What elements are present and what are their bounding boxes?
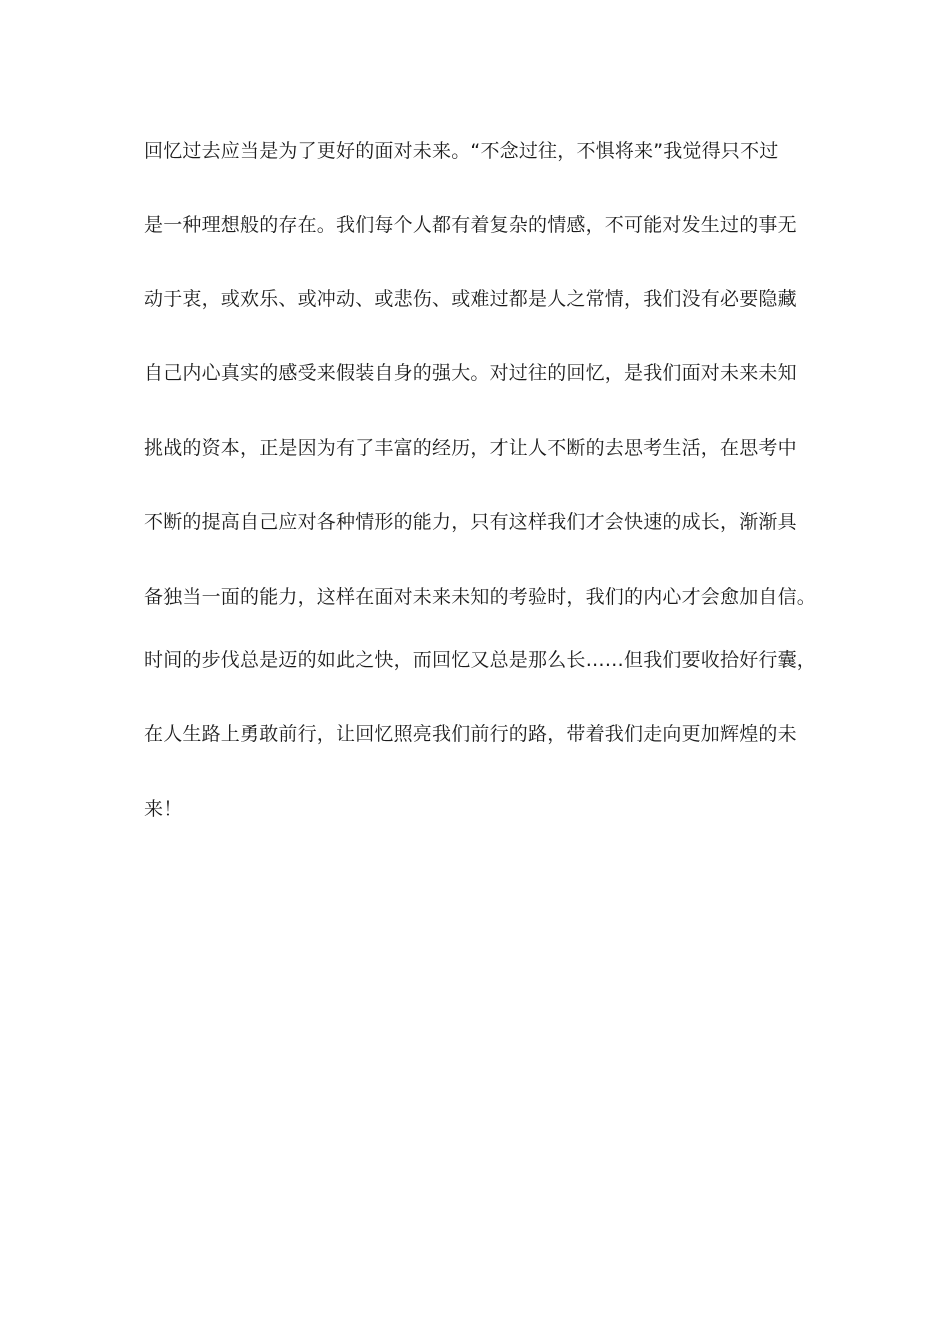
paragraph-line: 不断的提高自己应对各种情形的能力，只有这样我们才会快速的成长，渐渐具 <box>144 511 797 533</box>
paragraph-line: 动于衷，或欢乐、或冲动、或悲伤、或难过都是人之常情，我们没有必要隐藏 <box>144 288 797 310</box>
paragraph-line: 挑战的资本，正是因为有了丰富的经历，才让人不断的去思考生活，在思考中 <box>144 437 797 459</box>
paragraph-line: 是一种理想般的存在。我们每个人都有着复杂的情感，不可能对发生过的事无 <box>144 214 797 236</box>
paragraph-line: 回忆过去应当是为了更好的面对未来。“不念过往，不惧将来”我觉得只不过 <box>144 140 779 162</box>
paragraph-line: 备独当一面的能力，这样在面对未来未知的考验时，我们的内心才会愈加自信。 <box>144 586 817 608</box>
paragraph-line: 在人生路上勇敢前行，让回忆照亮我们前行的路，带着我们走向更加辉煌的未 <box>144 723 797 745</box>
paragraph-line: 自己内心真实的感受来假装自身的强大。对过往的回忆，是我们面对未来未知 <box>144 362 797 384</box>
paragraph-line: 来！ <box>144 798 183 820</box>
paragraph-line: 时间的步伐总是迈的如此之快，而回忆又总是那么长……但我们要收拾好行囊， <box>144 649 817 671</box>
